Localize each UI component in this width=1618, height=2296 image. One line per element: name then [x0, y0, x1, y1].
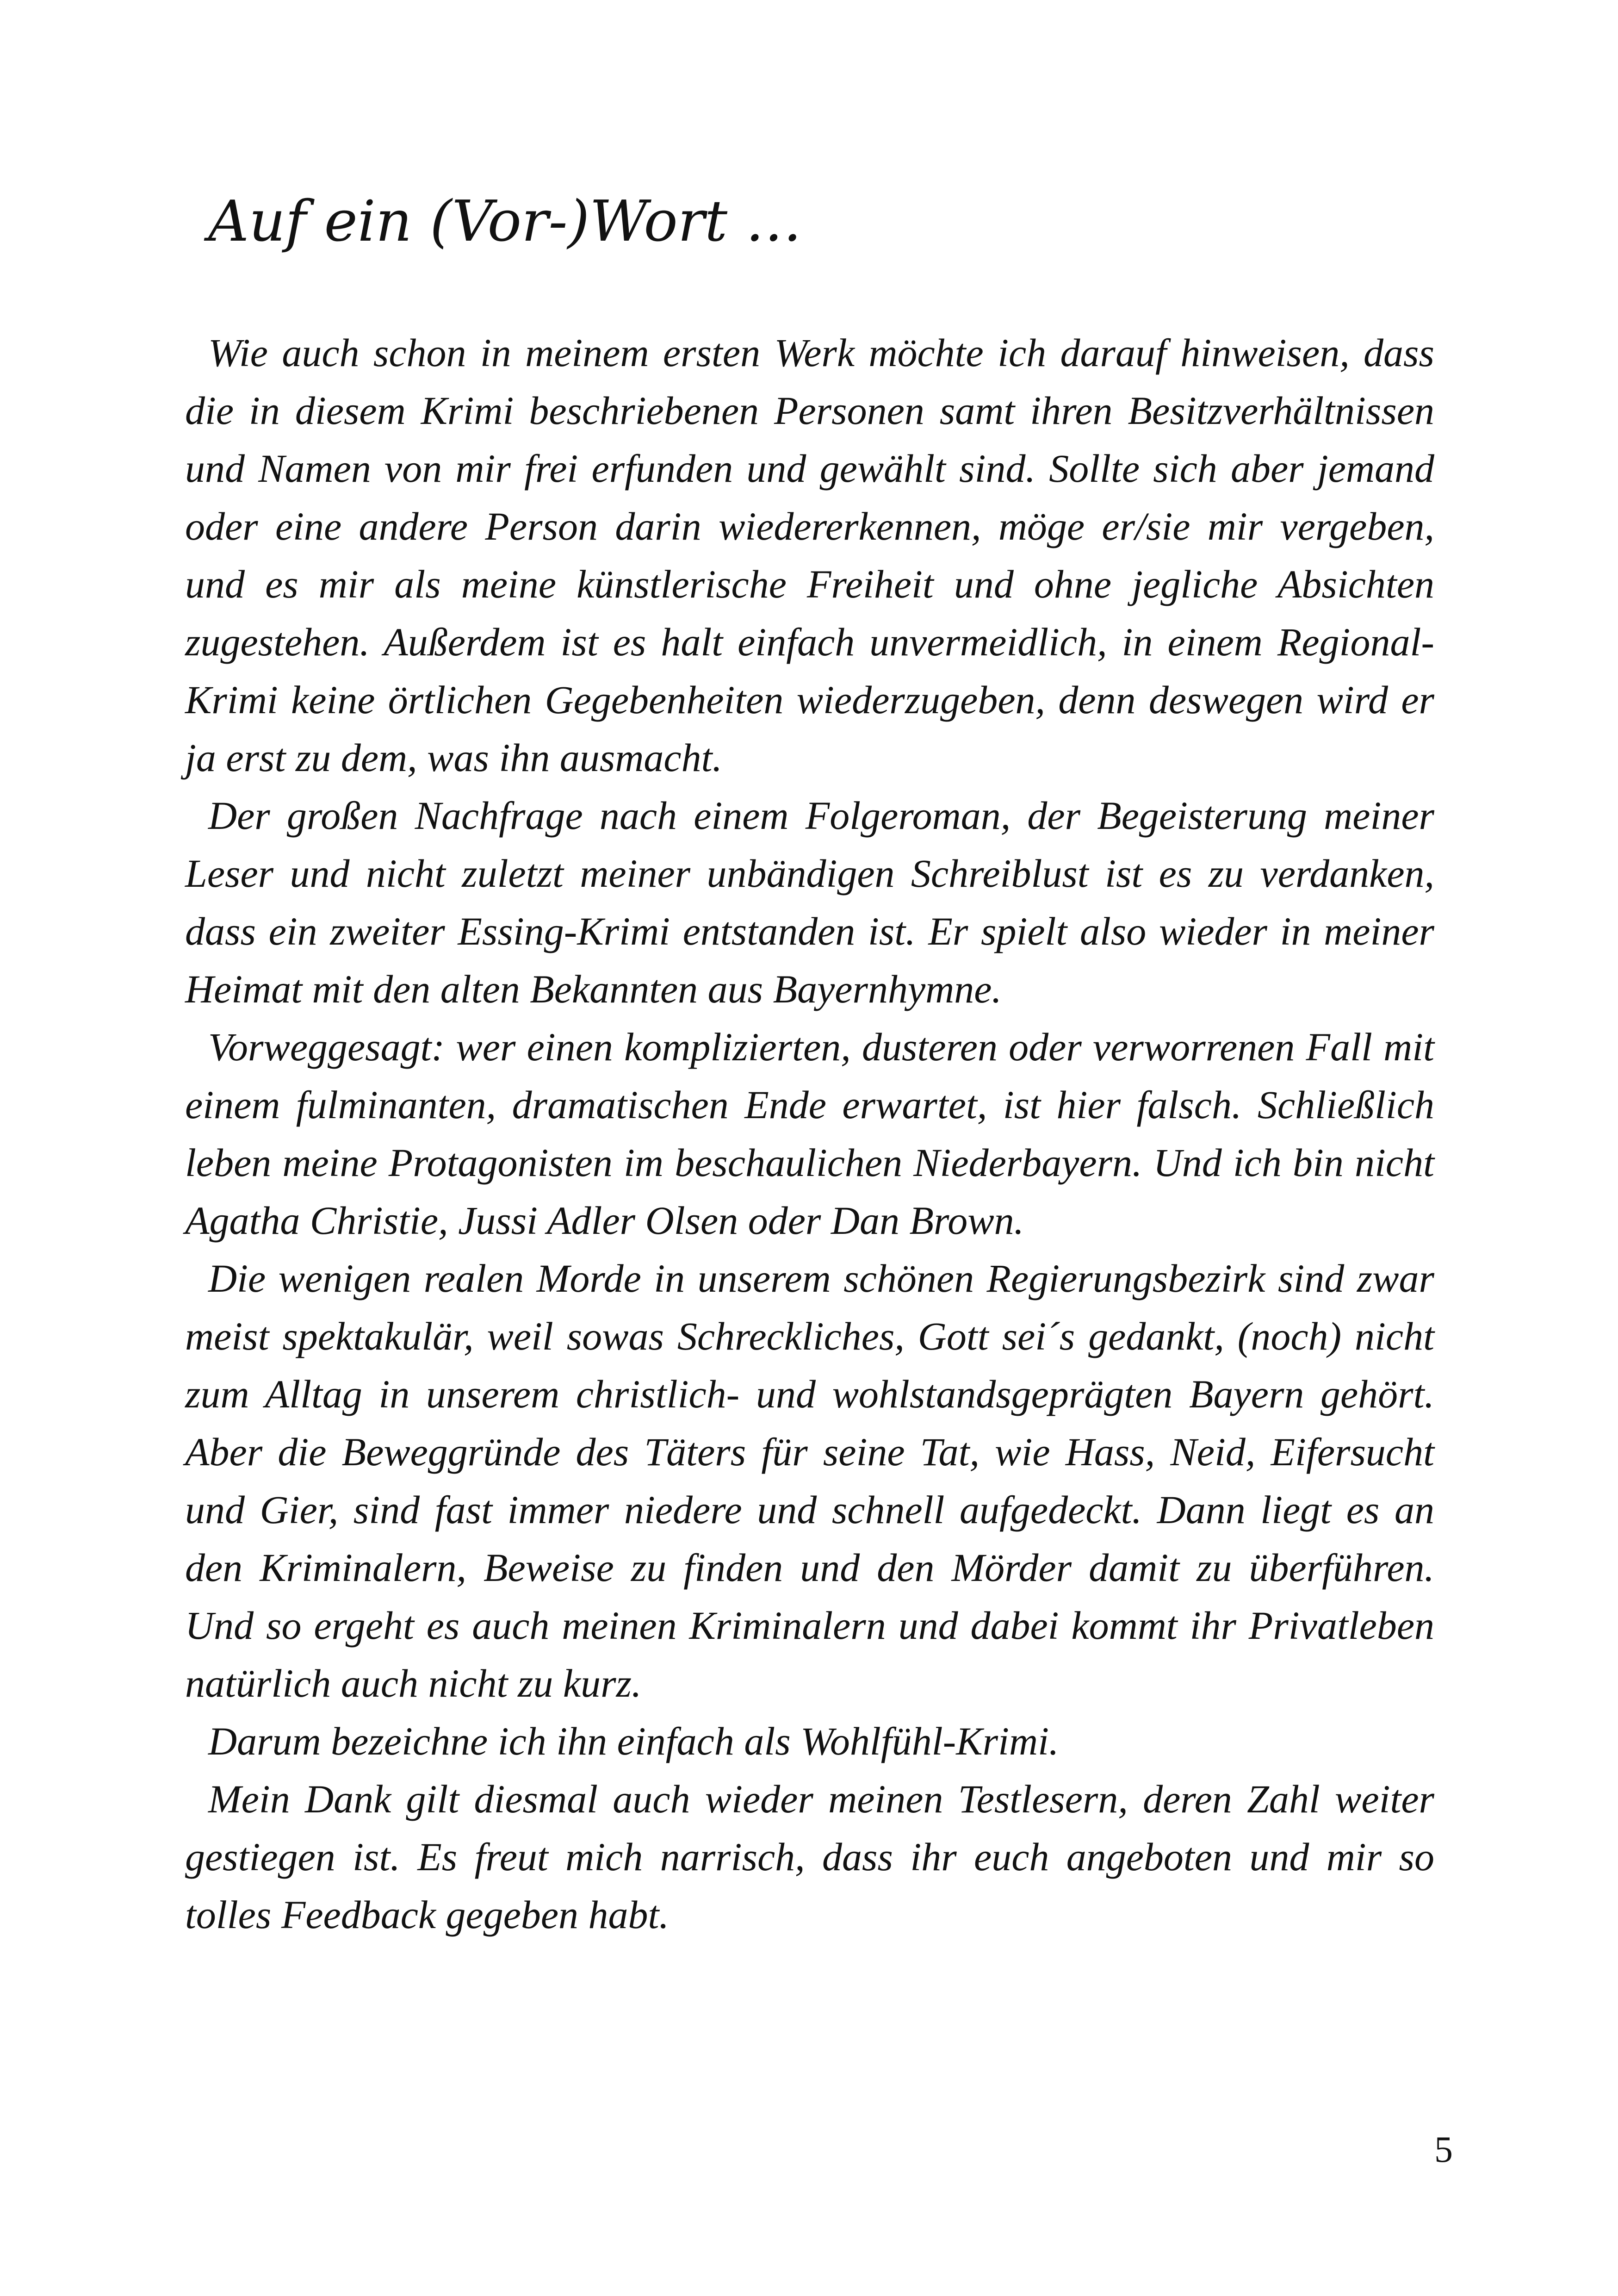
body-text	[185, 324, 1434, 1944]
paragraph-real-murders: Die wenigen realen Morde in unserem schönen Regierungsbezirk sind zwar meist spektakulär, weil sowas Schreckliches, Gott sei´s gedankt, (noch) nicht zum Alltag in unserem christlich- und wohlstandsgeprägten Bayern gehört. Aber die Beweggründe des Täters für seine Tat, wie Hass, Neid, Eifersucht und Gier, sind fast immer niedere und schnell aufgedeckt. Dann liegt es an den Kriminalern, Beweise zu finden und den Mörder damit zu überführen. Und so ergeht es auch meinen Kriminalern und dabei kommt ihr Privatleben natürlich auch nicht zu kurz.	[185, 1256, 1434, 1705]
paragraph-feelgood: Darum bezeichne ich ihn einfach als Wohlfühl-Krimi.	[208, 1719, 1059, 1763]
page-number: 5	[1434, 2129, 1453, 2170]
paragraph-sequel: Der großen Nachfrage nach einem Folgeroman, der Begeisterung meiner Leser und nicht zuletzt meiner unbändigen Schreiblust ist es zu verdanken, dass ein zweiter Essing-Krimi entstanden ist. Er spielt also wieder in meiner Heimat mit den alten Bekannten aus Bayernhymne.	[185, 793, 1434, 1011]
paragraph-expectations: Vorweggesagt: wer einen komplizierten, dusteren oder verworrenen Fall mit einem fulminanten, dramatischen Ende erwartet, ist hier falsch. Schließlich leben meine Protagonisten im beschaulichen Niederbayern. Und ich bin nicht Agatha Christie, Jussi Adler Olsen oder Dan Brown.	[185, 1025, 1434, 1243]
paragraph-disclaimer: Wie auch schon in meinem ersten Werk möchte ich darauf hinweisen, dass die in diesem Krimi beschriebenen Personen samt ihren Besitzverhältnissen und Namen von mir frei erfunden und gewählt sind. Sollte sich aber jemand oder eine andere Person darin wiedererkennen, möge er/sie mir vergeben, und es mir als meine künstlerische Freiheit und ohne jegliche Absichten zugestehen. Außerdem ist es halt einfach unvermeidlich, in einem Regional-Krimi keine örtlichen Gegebenheiten wiederzugeben, denn deswegen wird er ja erst zu dem, was ihn ausmacht.	[185, 330, 1434, 780]
chapter-title: Auf ein (Vor-)Wort …	[208, 188, 802, 254]
paragraph-thanks: Mein Dank gilt diesmal auch wieder meinen Testlesern, deren Zahl weiter gestiegen ist. Es freut mich narrisch, dass ihr euch angeboten und mir so tolles Feedback gegeben habt.	[185, 1777, 1434, 1937]
